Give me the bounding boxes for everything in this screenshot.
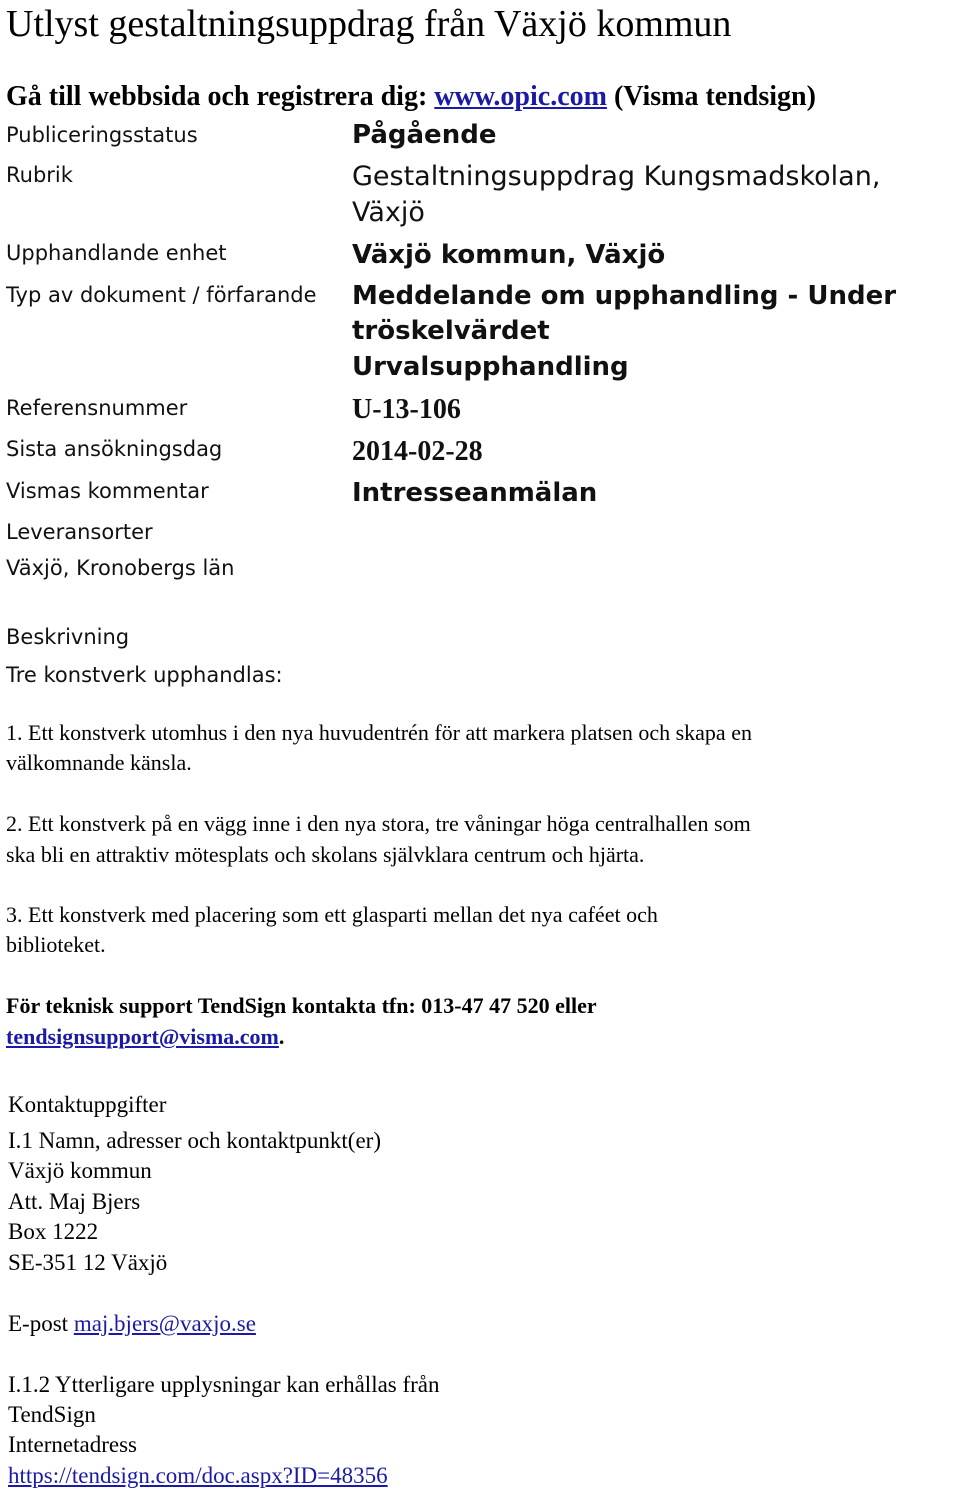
description-item-3-line1: 3. Ett konstverk med placering som ett glasparti mellan det nya caféet och (6, 902, 658, 927)
label-typ-av-dokument: Typ av dokument / förfarande (6, 283, 317, 307)
contact-section: I.1 Namn, adresser och kontaktpunkt(er) (8, 1128, 381, 1153)
contact-box: Box 1222 (8, 1219, 99, 1244)
description-item-3-line2: biblioteket. (6, 932, 106, 957)
register-suffix: (Visma tendsign) (606, 81, 816, 112)
register-instruction (6, 80, 816, 114)
description-item-2-line2: ska bli en attraktiv mötesplats och skolans självklara centrum och hjärta. (6, 842, 645, 867)
label-publiceringsstatus: Publiceringsstatus (6, 123, 198, 147)
description-item-2-line1: 2. Ett konstverk på en vägg inne i den nya stora, tre våningar höga centralhallen som (6, 811, 751, 836)
support-end: . (278, 1024, 285, 1049)
label-beskrivning: Beskrivning (6, 625, 130, 649)
value-publiceringsstatus: Pågående (352, 120, 497, 150)
value-rubrik-line1: Gestaltningsuppdrag Kungsmadskolan, (352, 161, 881, 192)
contact-more-org: TendSign (8, 1402, 96, 1427)
description-intro: Tre konstverk upphandlas: (6, 663, 283, 687)
contact-web-link[interactable]: https://tendsign.com/doc.aspx?ID=48356 (8, 1463, 388, 1488)
support-text: För teknisk support TendSign kontakta tfn: 013-47 47 520 eller (6, 993, 597, 1018)
contact-more-heading: I.1.2 Ytterligare upplysningar kan erhållas från (8, 1372, 440, 1397)
label-sista-ansokningsdag: Sista ansökningsdag (6, 437, 223, 461)
label-leveransorter: Leveransorter (6, 520, 153, 544)
contact-email-line (8, 1309, 256, 1339)
contact-web-line (8, 1461, 388, 1491)
label-vismas-kommentar: Vismas kommentar (6, 479, 209, 503)
value-typ-line1: Meddelande om upphandling - Under (352, 281, 897, 311)
contact-email-link[interactable]: maj.bjers@vaxjo.se (73, 1311, 256, 1336)
support-email-link[interactable]: tendsignsupport@visma.com (6, 1024, 279, 1049)
label-upphandlande-enhet: Upphandlande enhet (6, 241, 227, 265)
value-upphandlande-enhet: Växjö kommun, Växjö (352, 240, 666, 270)
value-rubrik-line2: Växjö (352, 197, 425, 228)
description-item-1-line2: välkomnande känsla. (6, 750, 192, 775)
support-email-line (6, 1022, 284, 1052)
contact-heading: Kontaktuppgifter (8, 1092, 167, 1117)
contact-postal: SE-351 12 Växjö (8, 1250, 168, 1275)
label-referensnummer: Referensnummer (6, 396, 188, 420)
value-leveransorter: Växjö, Kronobergs län (6, 556, 235, 580)
contact-att: Att. Maj Bjers (8, 1189, 141, 1214)
page-title: Utlyst gestaltningsuppdrag från Växjö kommun (6, 3, 732, 45)
value-referensnummer: U-13-106 (352, 394, 461, 425)
label-rubrik: Rubrik (6, 163, 73, 187)
value-vismas-kommentar: Intresseanmälan (352, 478, 598, 508)
value-typ-line2: tröskelvärdet (352, 316, 550, 346)
contact-email-label: E-post (8, 1311, 74, 1336)
opic-link[interactable]: www.opic.com (434, 81, 607, 112)
contact-web-label: Internetadress (8, 1432, 137, 1457)
contact-org: Växjö kommun (8, 1158, 152, 1183)
description-item-1-line1: 1. Ett konstverk utomhus i den nya huvudentrén för att markera platsen och skapa en (6, 720, 752, 745)
value-sista-ansokningsdag: 2014-02-28 (352, 436, 483, 467)
value-typ-line3: Urvalsupphandling (352, 352, 629, 382)
register-prefix: Gå till webbsida och registrera dig: (6, 81, 435, 112)
